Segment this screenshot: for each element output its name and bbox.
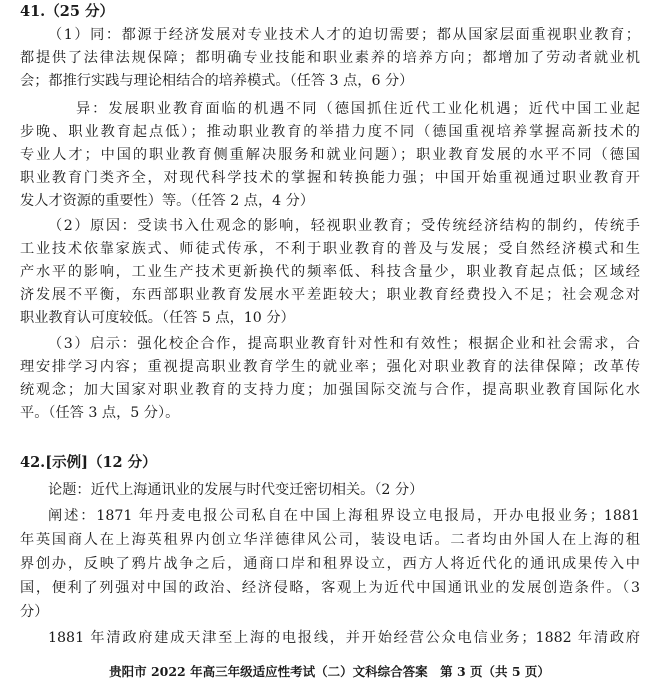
q41-part2-line: 济发展不平衡，东西部职业教育发展水平差距较大；职业教育经费投入不足；社会观念对 — [20, 287, 640, 303]
q41-part1-diff-line: 发人才资源的重要性）等。（任答 2 点，4 分） — [20, 193, 315, 209]
q41-part3-line: （3）启示：强化校企合作，提高职业教育针对性和有效性；根据企业和社会需求，合 — [48, 336, 640, 352]
q42-argument-line: 国，便利了列强对中国的政治、经济侵略，客观上为近代中国通讯业的发展创造条件。（3 — [20, 580, 640, 596]
q42-argument-line: 阐述：1871 年丹麦电报公司私自在中国上海租界设立电报局，开办电报业务；1881 — [48, 508, 640, 524]
page-footer: 贵阳市 2022 年高三年级适应性考试（二）文科综合答案 第 3 页（共 5 页） — [109, 664, 550, 679]
q42-argument-line: 年英国商人在上海英租界内创立华洋德律风公司，装设电话。二者均由外国人在上海的租 — [20, 532, 640, 548]
q41-part3-line: 理安排学习内容；重视提高职业教育学生的就业率；强化对职业教育的法律保障；改革传 — [20, 359, 640, 375]
q42-argument-line: 1881 年清政府建成天津至上海的电报线，并开始经营公众电信业务；1882 年清政府 — [48, 630, 640, 646]
q41-part1-diff-line: 职业教育门类齐全，对现代科学技术的掌握和转换能力强；中国开始重视通过职业教育开 — [20, 170, 640, 186]
q41-part1-diff-line: 异：发展职业教育面临的机遇不同（德国抓住近代工业化机遇；近代中国工业起 — [76, 101, 640, 117]
q41-part2-line: 产水平的影响，工业生产技术更新换代的频率低、科技含量少，职业教育起点低；区域经 — [20, 264, 640, 280]
q41-heading: 41.（25 分） — [20, 3, 114, 20]
q41-part2-line: 职业教育认可度较低。（任答 5 点，10 分） — [20, 310, 295, 326]
q42-thesis: 论题：近代上海通讯业的发展与时代变迁密切相关。（2 分） — [48, 482, 424, 498]
q41-part1-diff-line: 专业人才；中国的职业教育侧重解决服务和就业问题）；职业教育发展的水平不同（德国 — [20, 147, 640, 163]
q41-part3-line: 统观念；加大国家对职业教育的支持力度；加强国际交流与合作，提高职业教育国际化水 — [20, 382, 640, 398]
q42-argument-line: 分） — [20, 604, 49, 620]
q41-part1-diff-line: 步晚、职业教育起点低）；推动职业教育的举措力度不同（德国重视培养掌握高新技术的 — [20, 124, 640, 140]
q42-heading: 42.[示例]（12 分） — [20, 454, 157, 471]
q42-argument-line: 界创办，反映了鸦片战争之后，通商口岸和租界设立，西方人将近代化的通讯成果传入中 — [20, 556, 640, 572]
q41-part1-same-line: 都提供了法律法规保障；都明确专业技能和职业素养的培养方向；都增加了劳动者就业机 — [20, 50, 640, 66]
q41-part3-line: 平。（任答 3 点，5 分）。 — [20, 405, 180, 421]
q41-part1-same-line: （1）同：都源于经济发展对专业技术人才的迫切需要；都从国家层面重视职业教育； — [48, 27, 640, 43]
q41-part1-same-line: 会；都推行实践与理论相结合的培养模式。（任答 3 点，6 分） — [20, 73, 414, 89]
q41-part2-line: （2）原因：受读书入仕观念的影响，轻视职业教育；受传统经济结构的制约，传统手 — [48, 218, 640, 234]
q41-part2-line: 工业技术依靠家族式、师徒式传承，不利于职业教育的普及与发展；受自然经济模式和生 — [20, 241, 640, 257]
